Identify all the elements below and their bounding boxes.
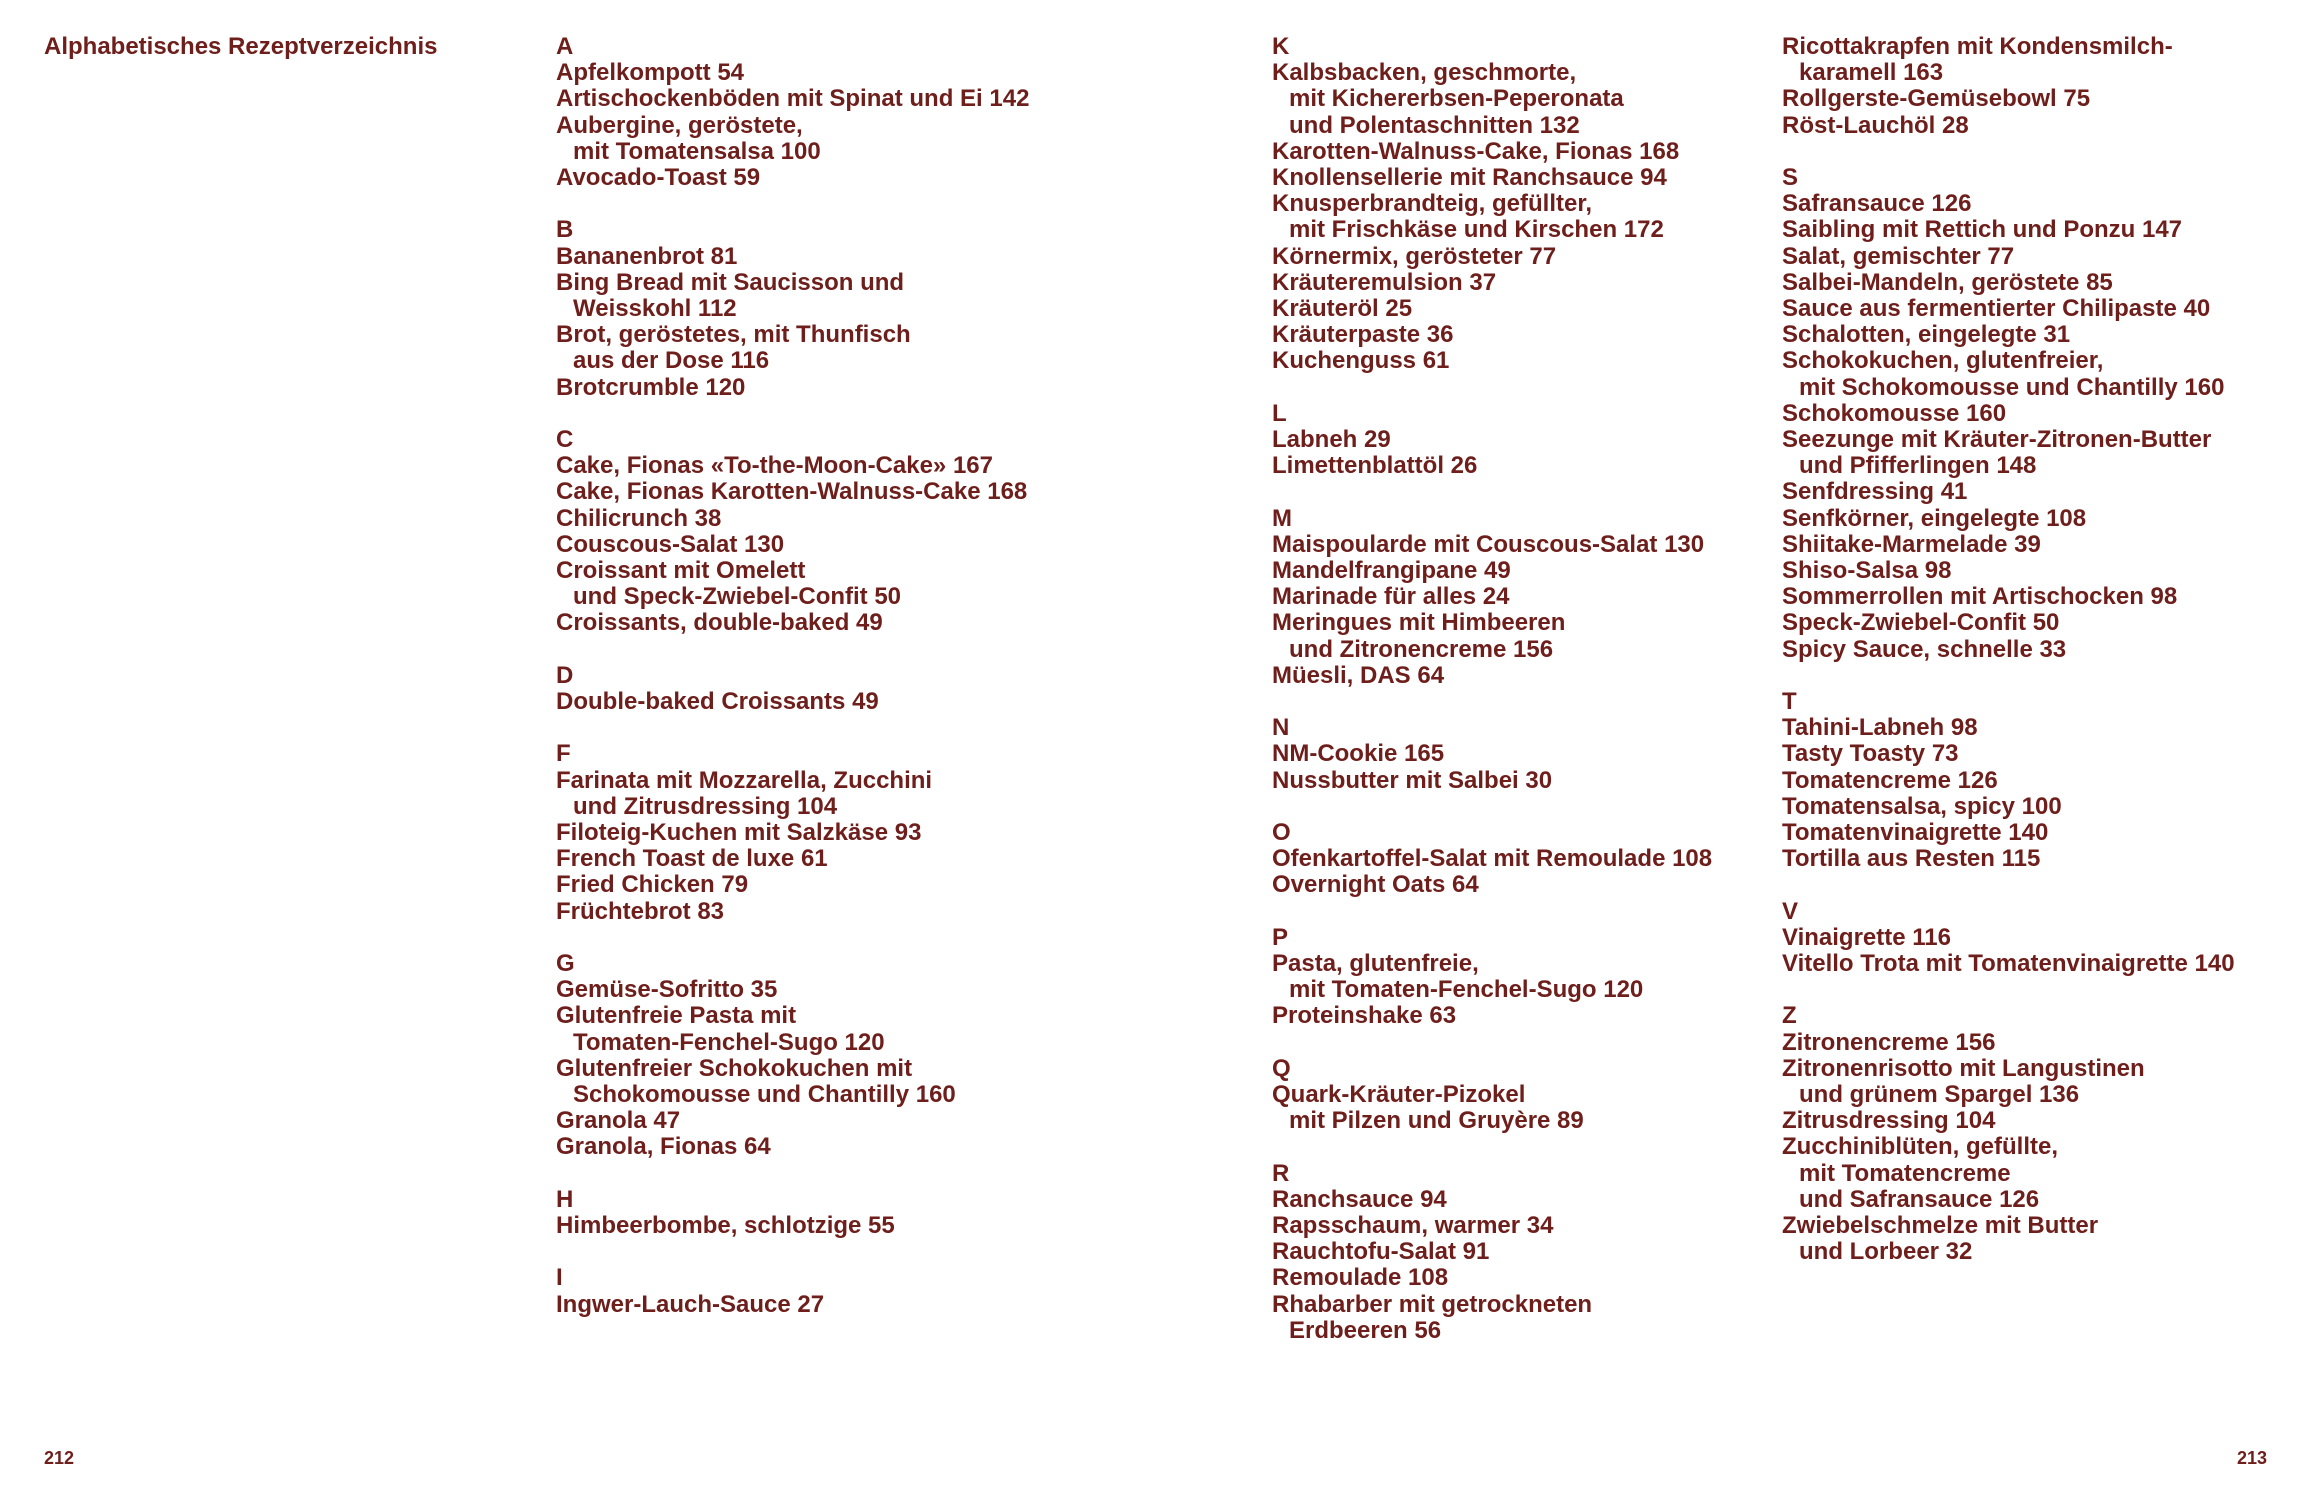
index-entry: Tomatensalsa, spicy 100 [1782, 792, 2062, 820]
index-entry: Salat, gemischter 77 [1782, 242, 2015, 270]
index-entry-continuation: und Zitronencreme 156 [1289, 635, 1554, 663]
index-entry: Karotten-Walnuss-Cake, Fionas 168 [1272, 137, 1680, 165]
index-column-3 [1782, 34, 2302, 1292]
index-section [1782, 1003, 2302, 1265]
section-letter: K [1272, 33, 1290, 60]
index-entry: Vitello Trota mit Tomatenvinaigrette 140 [1782, 950, 2235, 978]
index-section [556, 217, 1256, 400]
index-entry: Knusperbrandteig, gefüllter, [1272, 190, 1593, 218]
index-entry: Senfdressing 41 [1782, 478, 1968, 506]
index-section [556, 741, 1256, 924]
index-entry-continuation: mit Tomaten-Fenchel-Sugo 120 [1289, 976, 1644, 1004]
index-entry-continuation: und Safransauce 126 [1799, 1185, 2040, 1213]
index-entry-continuation: Weisskohl 112 [573, 295, 737, 323]
index-section [556, 427, 1256, 637]
index-entry: Ingwer-Lauch-Sauce 27 [556, 1290, 825, 1318]
section-letter: T [1782, 688, 1797, 716]
section-letter: A [556, 33, 574, 60]
index-entry: Aubergine, geröstete, [556, 111, 803, 139]
section-letter: L [1272, 399, 1287, 427]
page-heading: Alphabetisches Rezeptverzeichnis [44, 33, 438, 60]
section-letter: Q [1272, 1054, 1291, 1082]
index-entry: Remoulade 108 [1272, 1264, 1449, 1292]
index-entry: Ofenkartoffel-Salat mit Remoulade 108 [1272, 845, 1713, 873]
index-entry: Rhabarber mit getrockneten [1272, 1290, 1593, 1318]
index-entry: Ranchsauce 94 [1272, 1185, 1447, 1213]
index-entry: Couscous-Salat 130 [556, 530, 785, 558]
index-entry: Zitronenrisotto mit Langustinen [1782, 1054, 2145, 1082]
index-entry: Speck-Zwiebel-Confit 50 [1782, 609, 2060, 637]
index-entry: Salbei-Mandeln, geröstete 85 [1782, 268, 2113, 296]
index-entry: Sauce aus fermentierter Chilipaste 40 [1782, 295, 2211, 323]
index-entry-continuation: karamell 163 [1799, 59, 1944, 87]
index-entry: Schalotten, eingelegte 31 [1782, 321, 2071, 349]
section-letter: B [556, 216, 574, 244]
index-entry: Farinata mit Mozzarella, Zucchini [556, 766, 933, 794]
index-entry: Saibling mit Rettich und Ponzu 147 [1782, 216, 2183, 244]
index-entry: Spicy Sauce, schnelle 33 [1782, 635, 2067, 663]
index-entry: Bing Bread mit Saucisson und [556, 268, 905, 296]
index-section [1272, 34, 1772, 375]
section-letter: P [1272, 923, 1289, 951]
index-entry: Sommerrollen mit Artischocken 98 [1782, 583, 2178, 611]
section-letter: R [1272, 1159, 1290, 1187]
index-entry: Gemüse-Sofritto 35 [556, 976, 778, 1004]
index-entry-continuation: und Speck-Zwiebel-Confit 50 [573, 583, 902, 611]
index-entry-continuation: mit Kichererbsen-Peperonata [1289, 85, 1624, 113]
index-section [1782, 165, 2302, 663]
index-entry: Seezunge mit Kräuter-Zitronen-Butter [1782, 426, 2212, 454]
index-entry: Artischockenböden mit Spinat und Ei 142 [556, 85, 1030, 113]
index-section [1272, 715, 1772, 794]
index-entry: Vinaigrette 116 [1782, 923, 1951, 951]
page-number-left: 212 [44, 1448, 75, 1468]
index-entry: Kalbsbacken, geschmorte, [1272, 59, 1577, 87]
section-letter: Z [1782, 1002, 1797, 1030]
index-entry-continuation: Schokomousse und Chantilly 160 [573, 1081, 956, 1109]
index-entry: Mandelfrangipane 49 [1272, 557, 1511, 585]
index-section [556, 1187, 1256, 1239]
index-entry: Avocado-Toast 59 [556, 164, 761, 192]
index-entry: Schokokuchen, glutenfreier, [1782, 347, 2104, 375]
index-entry: Früchtebrot 83 [556, 897, 725, 925]
index-entry: Zwiebelschmelze mit Butter [1782, 1212, 2099, 1240]
index-section [1272, 925, 1772, 1030]
index-entry: Overnight Oats 64 [1272, 871, 1479, 899]
page-number-right: 213 [2236, 1448, 2267, 1468]
index-entry: French Toast de luxe 61 [556, 845, 828, 873]
index-entry: Ricottakrapfen mit Kondensmilch- [1782, 33, 2173, 60]
index-entry: Quark-Kräuter-Pizokel [1272, 1081, 1526, 1109]
index-entry: Cake, Fionas Karotten-Walnuss-Cake 168 [556, 478, 1028, 506]
index-entry: Körnermix, gerösteter 77 [1272, 242, 1557, 270]
index-entry: Zitronencreme 156 [1782, 1028, 1996, 1056]
section-letter: G [556, 950, 575, 978]
index-section [1782, 899, 2302, 978]
index-entry: Cake, Fionas «To-the-Moon-Cake» 167 [556, 452, 993, 480]
index-entry-continuation: Tomaten-Fenchel-Sugo 120 [573, 1028, 885, 1056]
index-entry: Tomatencreme 126 [1782, 766, 1998, 794]
index-entry: Filoteig-Kuchen mit Salzkäse 93 [556, 819, 922, 847]
index-entry: Rauchtofu-Salat 91 [1272, 1238, 1490, 1266]
index-section [556, 663, 1256, 715]
index-entry: Senfkörner, eingelegte 108 [1782, 504, 2087, 532]
index-entry: Shiitake-Marmelade 39 [1782, 530, 2041, 558]
index-entry: Shiso-Salsa 98 [1782, 557, 1952, 585]
index-entry: Labneh 29 [1272, 426, 1391, 454]
section-letter: N [1272, 714, 1290, 742]
index-entry: Limettenblattöl 26 [1272, 452, 1478, 480]
index-section [1782, 689, 2302, 872]
index-column-1 [556, 34, 1256, 1344]
index-entry: Glutenfreier Schokokuchen mit [556, 1054, 913, 1082]
index-entry: NM-Cookie 165 [1272, 740, 1445, 768]
index-entry-continuation: mit Frischkäse und Kirschen 172 [1289, 216, 1664, 244]
index-section [1782, 34, 2302, 139]
index-section [1272, 1056, 1772, 1135]
index-entry: Bananenbrot 81 [556, 242, 738, 270]
index-entry: Zucchiniblüten, gefüllte, [1782, 1133, 2058, 1161]
section-letter: O [1272, 819, 1291, 847]
index-entry: Tasty Toasty 73 [1782, 740, 1959, 768]
index-entry: Knollensellerie mit Ranchsauce 94 [1272, 164, 1667, 192]
index-entry: Granola, Fionas 64 [556, 1133, 771, 1161]
index-entry: Safransauce 126 [1782, 190, 1972, 218]
section-letter: F [556, 740, 571, 768]
index-entry-continuation: aus der Dose 116 [573, 347, 770, 375]
index-entry: Marinade für alles 24 [1272, 583, 1510, 611]
index-entry: Chilicrunch 38 [556, 504, 722, 532]
index-entry-continuation: mit Pilzen und Gruyère 89 [1289, 1107, 1584, 1135]
index-entry-continuation: und Pfifferlingen 148 [1799, 452, 2037, 480]
index-entry: Brot, geröstetes, mit Thunfisch [556, 321, 911, 349]
section-letter: I [556, 1264, 563, 1292]
index-entry: Nussbutter mit Salbei 30 [1272, 766, 1553, 794]
index-section [556, 951, 1256, 1161]
index-entry: Kräuteremulsion 37 [1272, 268, 1497, 296]
index-entry: Glutenfreie Pasta mit [556, 1002, 797, 1030]
section-letter: M [1272, 504, 1292, 532]
section-letter: C [556, 426, 574, 454]
index-entry: Kräuteröl 25 [1272, 295, 1413, 323]
index-entry-continuation: Erdbeeren 56 [1289, 1316, 1442, 1344]
index-entry: Croissant mit Omelett [556, 557, 806, 585]
index-entry: Meringues mit Himbeeren [1272, 609, 1566, 637]
index-entry: Tomatenvinaigrette 140 [1782, 819, 2049, 847]
index-entry: Rapsschaum, warmer 34 [1272, 1212, 1554, 1240]
index-entry: Himbeerbombe, schlotzige 55 [556, 1212, 895, 1240]
index-section [1272, 820, 1772, 899]
index-entry: Maispoularde mit Couscous-Salat 130 [1272, 530, 1705, 558]
index-entry: Granola 47 [556, 1107, 681, 1135]
index-entry: Zitrusdressing 104 [1782, 1107, 1996, 1135]
section-letter: D [556, 661, 574, 689]
index-entry: Croissants, double-baked 49 [556, 609, 883, 637]
index-entry: Double-baked Croissants 49 [556, 688, 879, 716]
index-entry: Schokomousse 160 [1782, 399, 2007, 427]
index-entry-continuation: und Zitrusdressing 104 [573, 792, 838, 820]
index-entry: Apfelkompott 54 [556, 59, 745, 87]
index-entry: Tahini-Labneh 98 [1782, 714, 1978, 742]
index-section [1272, 506, 1772, 689]
index-entry-continuation: mit Tomatensalsa 100 [573, 137, 821, 165]
index-section [1272, 1161, 1772, 1344]
index-entry: Müesli, DAS 64 [1272, 661, 1445, 689]
index-entry: Tortilla aus Resten 115 [1782, 845, 2041, 873]
index-entry: Brotcrumble 120 [556, 373, 746, 401]
section-letter: H [556, 1185, 574, 1213]
index-entry: Rollgerste-Gemüsebowl 75 [1782, 85, 2091, 113]
section-letter: V [1782, 897, 1799, 925]
index-entry: Röst-Lauchöl 28 [1782, 111, 1969, 139]
section-letter: S [1782, 164, 1799, 191]
index-entry: Fried Chicken 79 [556, 871, 749, 899]
index-entry-continuation: und grünem Spargel 136 [1799, 1081, 2080, 1109]
index-entry: Pasta, glutenfreie, [1272, 950, 1479, 978]
index-section [556, 1265, 1256, 1317]
index-entry: Proteinshake 63 [1272, 1002, 1457, 1030]
index-section [556, 34, 1256, 191]
index-entry-continuation: mit Tomatencreme [1799, 1159, 2011, 1187]
index-entry-continuation: und Polentaschnitten 132 [1289, 111, 1580, 139]
index-entry: Kuchenguss 61 [1272, 347, 1450, 375]
index-entry-continuation: mit Schokomousse und Chantilly 160 [1799, 373, 2225, 401]
index-entry-continuation: und Lorbeer 32 [1799, 1238, 1973, 1266]
index-column-2 [1272, 34, 1772, 1370]
index-entry: Kräuterpaste 36 [1272, 321, 1454, 349]
index-section [1272, 401, 1772, 480]
